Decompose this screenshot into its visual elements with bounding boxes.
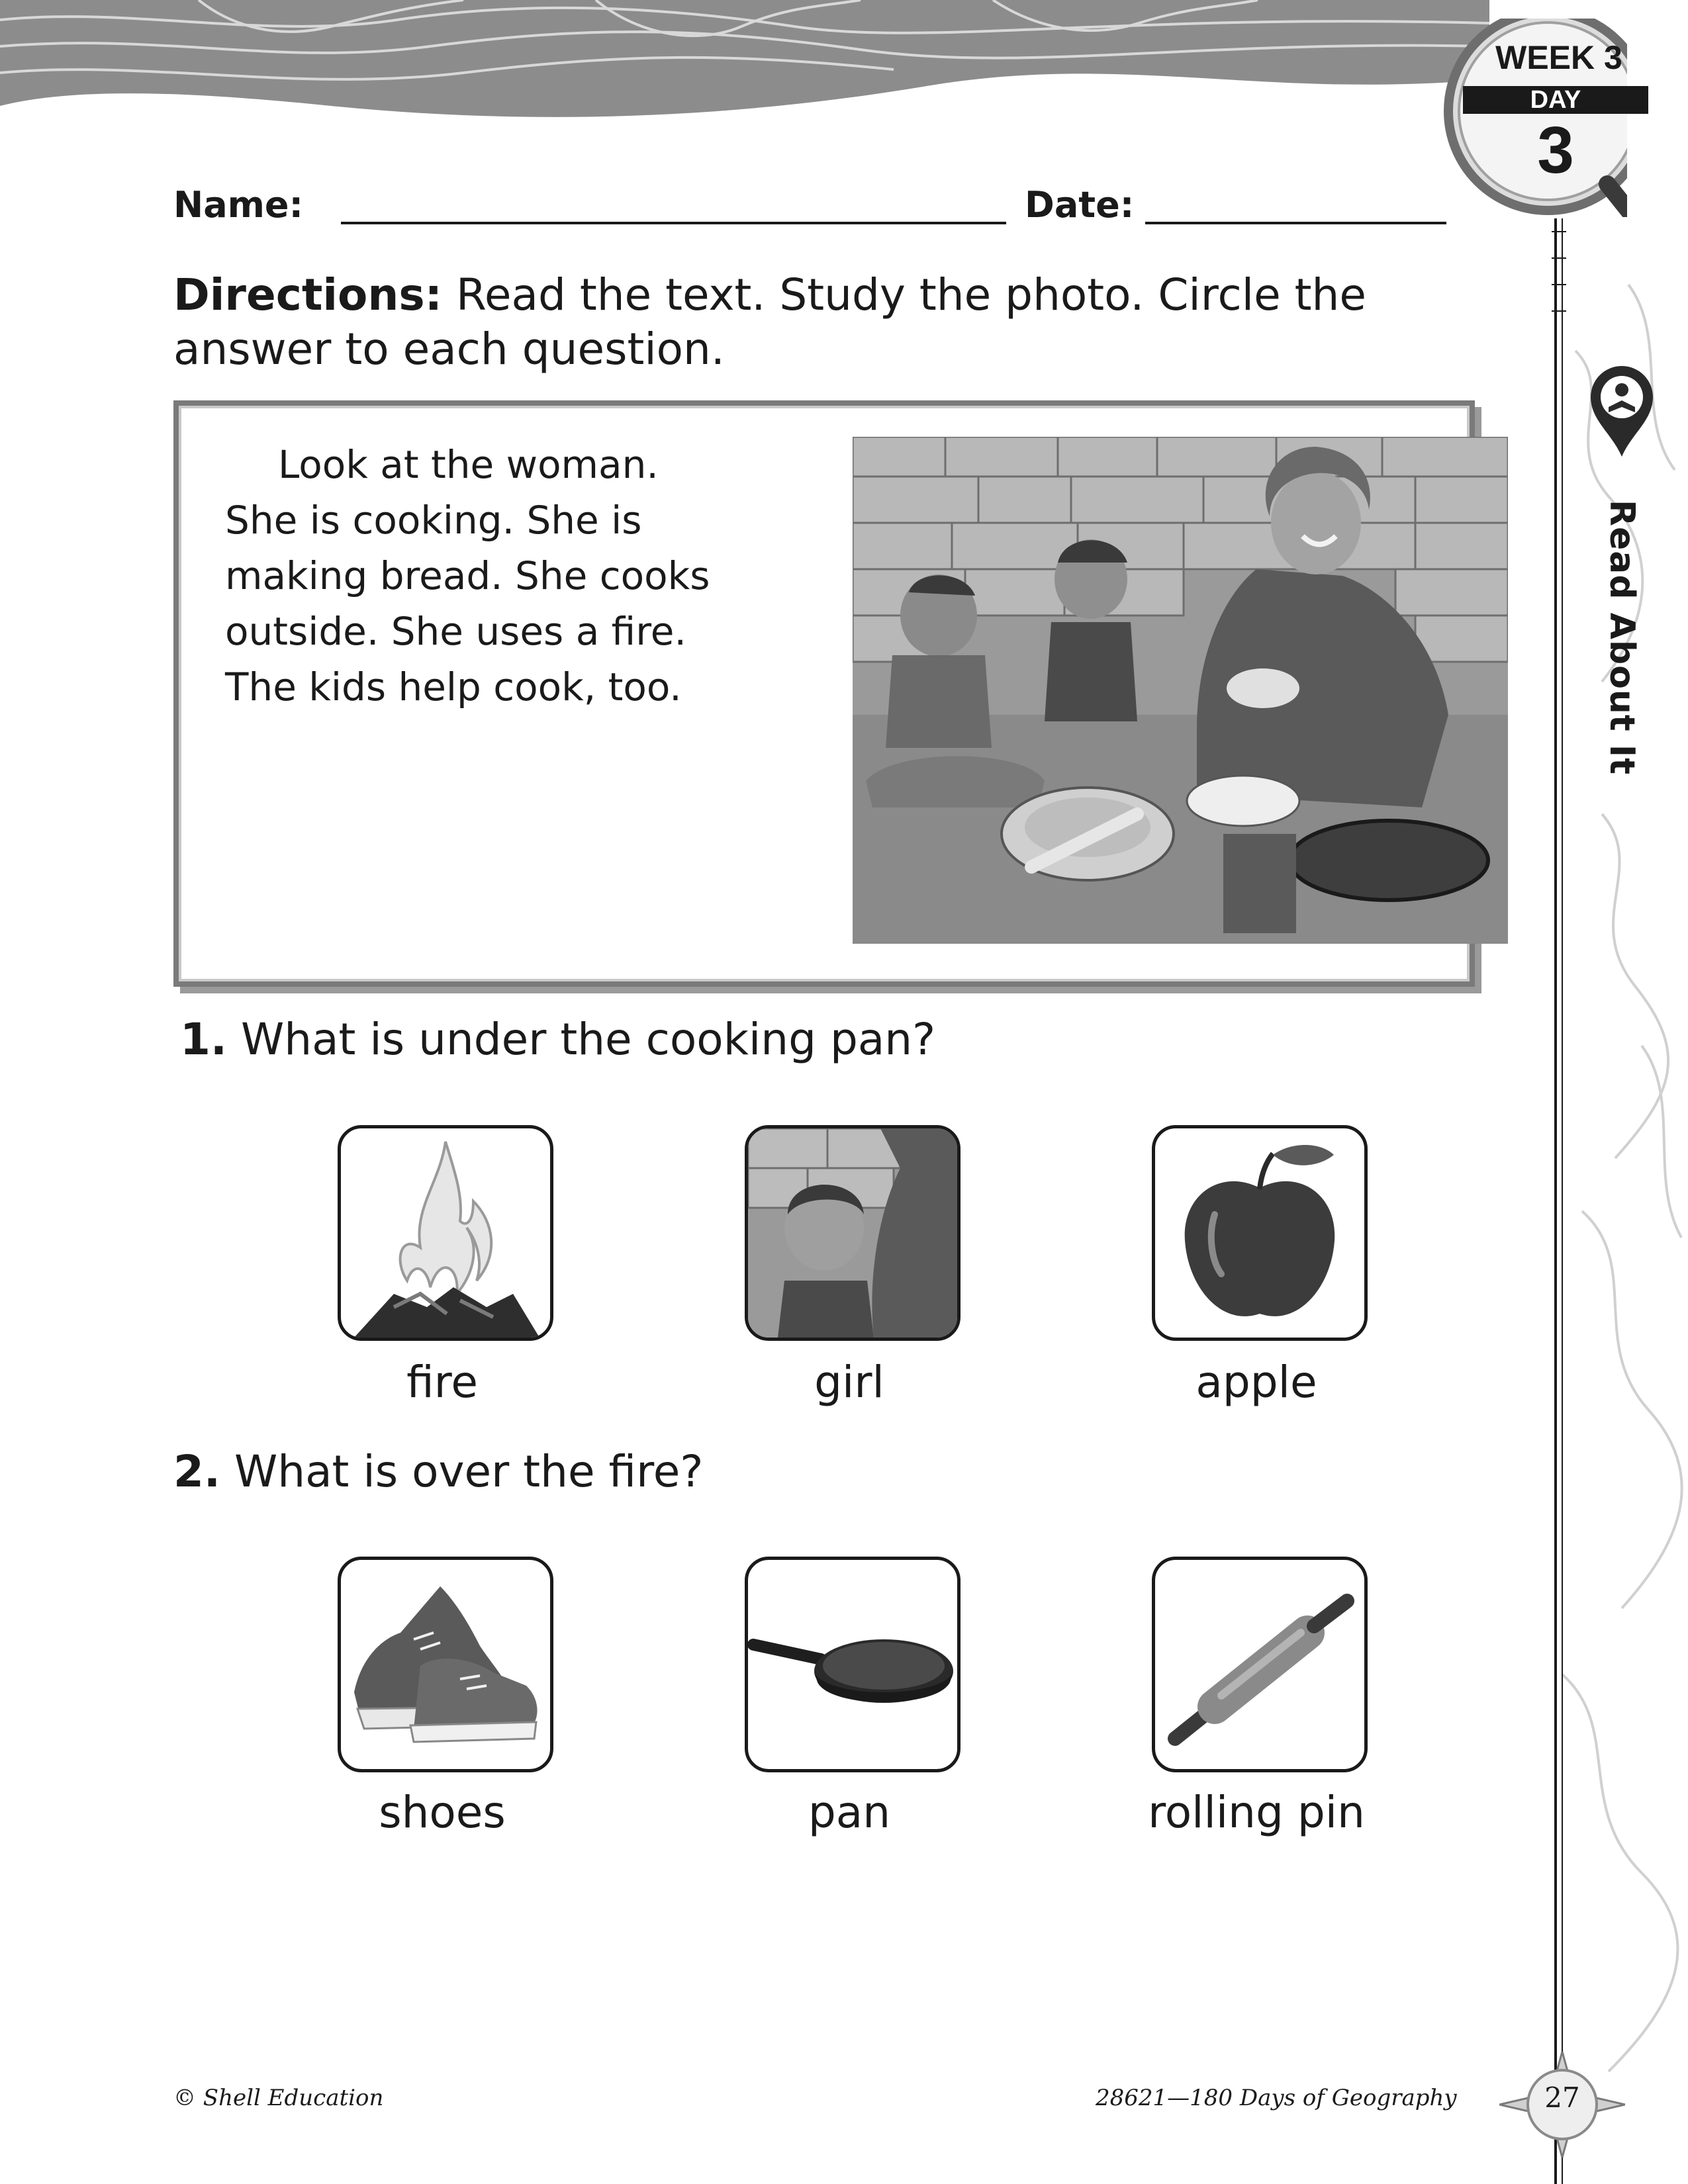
question-text: What is under the cooking pan? — [240, 1014, 936, 1065]
name-label: Name: — [173, 184, 304, 226]
week-label: WEEK 3 — [1495, 39, 1622, 76]
choice-label-apple: apple — [1196, 1357, 1317, 1408]
footer-book-title: 28621—180 Days of Geography — [1096, 2085, 1457, 2111]
passage-line: She is cooking. She is — [225, 498, 642, 543]
question-number: 2. — [173, 1446, 220, 1497]
choice-apple[interactable] — [1152, 1125, 1368, 1341]
girl-photo-icon — [748, 1128, 957, 1338]
reader-pin-icon — [1585, 361, 1658, 460]
question-2 — [173, 1446, 703, 1497]
passage-line: outside. She uses a fire. — [225, 609, 686, 654]
day-number: 3 — [1537, 113, 1574, 187]
question-number: 1. — [180, 1014, 227, 1065]
footer-copyright: © Shell Education — [173, 2085, 384, 2111]
choice-girl[interactable] — [745, 1125, 961, 1341]
date-field[interactable] — [1145, 222, 1446, 224]
passage-text — [225, 437, 821, 715]
shoes-icon — [341, 1560, 550, 1769]
choice-label-shoes: shoes — [379, 1787, 506, 1838]
pan-icon — [748, 1560, 957, 1769]
choice-shoes[interactable] — [338, 1557, 553, 1772]
directions-text: Read the text. Study the photo. Circle the answer to each question. — [173, 269, 1366, 375]
day-label: DAY — [1463, 86, 1648, 114]
cooking-photo — [853, 437, 1508, 944]
choice-label-pan: pan — [808, 1787, 891, 1838]
date-label: Date: — [1025, 184, 1135, 226]
directions — [173, 268, 1431, 377]
choice-label-fire: fire — [406, 1357, 478, 1408]
passage-line: Look at the woman. — [278, 442, 659, 487]
question-text: What is over the fire? — [234, 1446, 704, 1497]
passage-line: The kids help cook, too. — [225, 664, 682, 709]
choice-rolling-pin[interactable] — [1152, 1557, 1368, 1772]
choice-fire[interactable] — [338, 1125, 553, 1341]
passage-line: making bread. She cooks — [225, 553, 710, 598]
choice-label-rolling-pin: rolling pin — [1148, 1787, 1365, 1838]
choice-pan[interactable] — [745, 1557, 961, 1772]
rolling-pin-icon — [1155, 1560, 1364, 1769]
apple-icon — [1155, 1128, 1364, 1338]
page-number: 27 — [1544, 2081, 1580, 2114]
choice-label-girl: girl — [814, 1357, 884, 1408]
name-field[interactable] — [341, 222, 1006, 224]
question-1 — [180, 1014, 935, 1065]
section-title: Read About It — [1602, 500, 1642, 776]
directions-heading: Directions: — [173, 269, 443, 320]
fire-icon — [341, 1128, 550, 1338]
